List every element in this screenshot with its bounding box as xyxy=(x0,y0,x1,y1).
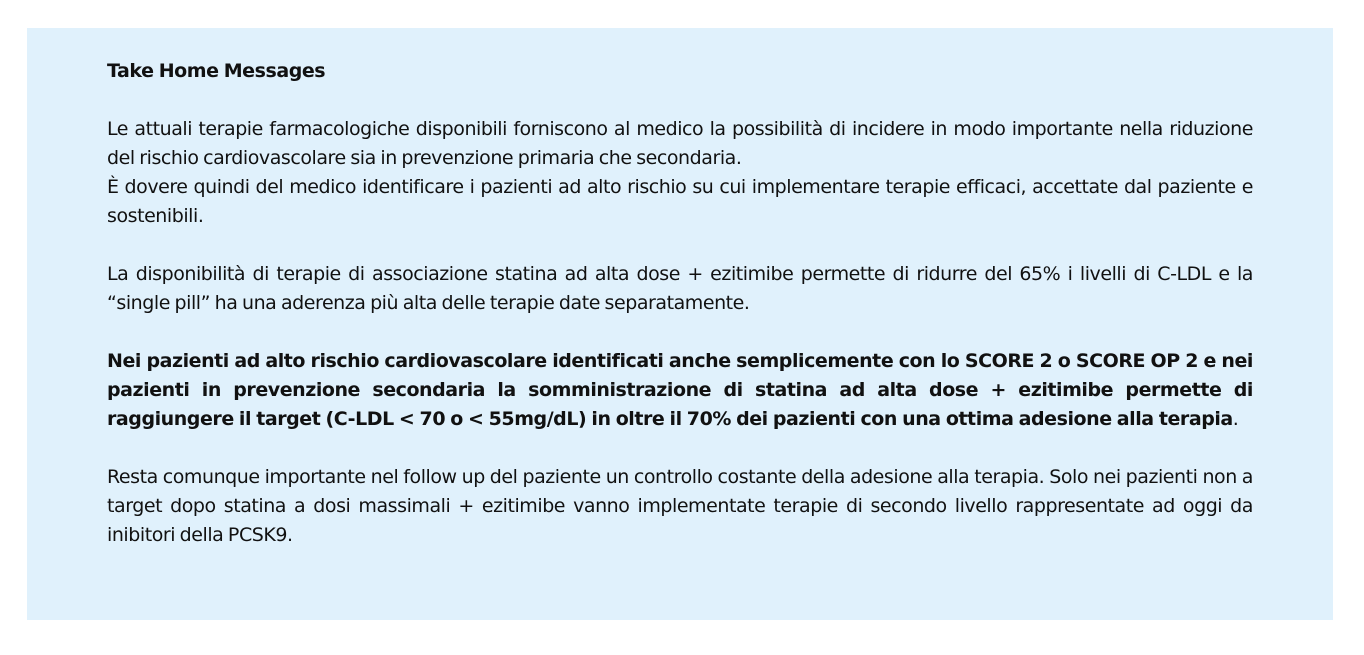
paragraph-physician-duty-text: È dovere quindi del medico identificare i pazienti ad alto rischio su cui implementare terapie efficaci, accettate dal paziente e sostenibili. xyxy=(107,176,1253,227)
paragraph-high-risk-bold-text: Nei pazienti ad alto rischio cardiovascolare identificati anche semplicemente con lo SCORE 2 o SCORE OP 2 e nei pazienti in prevenzione secondaria la somministrazione di statina ad alta dose + ezitimibe permette di raggiungere il target (C-LDL < 70 o < 55mg/dL) in oltre il 70% dei pazienti con una ottima adesione alla terapia xyxy=(107,350,1253,430)
take-home-messages-content xyxy=(107,57,1253,550)
take-home-messages-box xyxy=(27,28,1333,620)
section-title: Take Home Messages xyxy=(107,60,326,82)
paragraph-current-therapies xyxy=(107,115,1253,231)
paragraph-high-risk-patients xyxy=(107,347,1253,434)
paragraph-high-risk-period: . xyxy=(1232,408,1239,430)
paragraph-current-therapies-text: Le attuali terapie farmacologiche disponibili forniscono al medico la possibilità di incidere in modo importante nella riduzione del rischio cardiovascolare sia in prevenzione primaria che secondaria. xyxy=(107,118,1253,169)
paragraph-follow-up: Resta comunque importante nel follow up del paziente un controllo costante della adesione alla terapia. Solo nei pazienti non a target dopo statina a dosi massimali + ezitimibe vanno implementate terapie di secondo livello rappresentate ad oggi da inibitori della PCSK9. xyxy=(107,466,1253,546)
paragraph-combination-therapy: La disponibilità di terapie di associazione statina ad alta dose + ezitimibe permette di ridurre del 65% i livelli di C-LDL e la “single pill” ha una aderenza più alta delle terapie date separatamente. xyxy=(107,263,1253,314)
